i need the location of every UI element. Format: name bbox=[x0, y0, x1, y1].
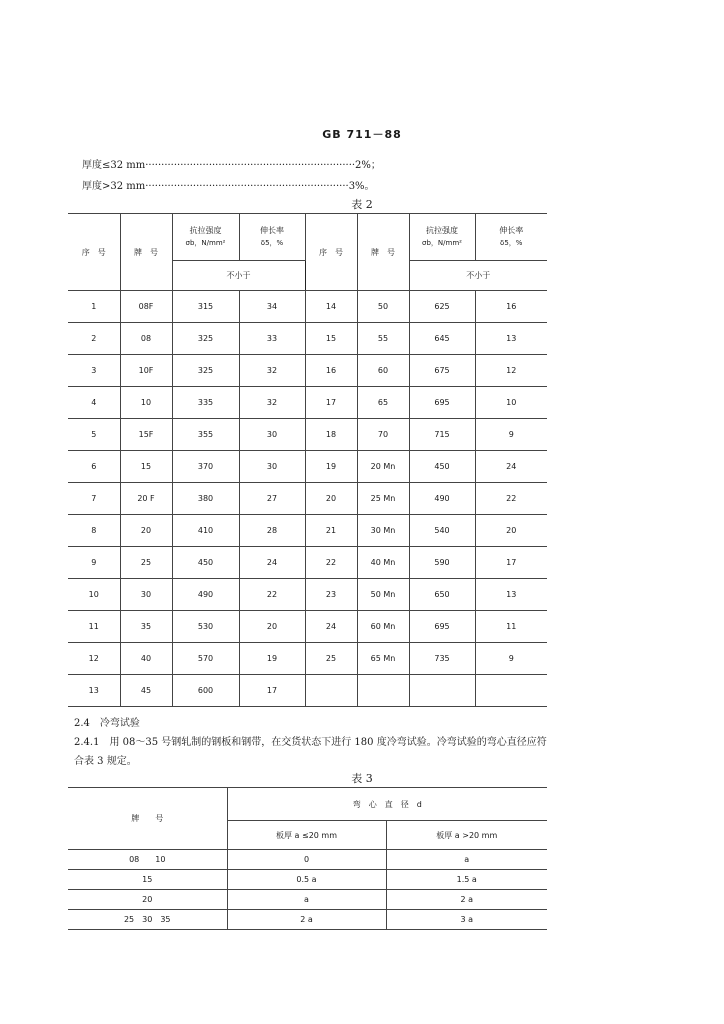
table-row bbox=[68, 355, 547, 387]
grade-cell: 45 bbox=[120, 675, 172, 707]
elongation-cell: 12 bbox=[475, 355, 547, 387]
seq-cell: 19 bbox=[305, 451, 357, 483]
seq-cell: 18 bbox=[305, 419, 357, 451]
tensile-cell: 650 bbox=[409, 579, 475, 611]
table2-caption: 表 2 bbox=[351, 198, 373, 211]
grade-cell: 25 30 35 bbox=[68, 910, 227, 930]
tensile-cell: 450 bbox=[172, 547, 239, 579]
table-3 bbox=[68, 787, 547, 930]
header-tensile bbox=[172, 214, 239, 261]
tensile-cell: 645 bbox=[409, 323, 475, 355]
grade-cell: 65 Mn bbox=[357, 643, 409, 675]
table-row bbox=[68, 323, 547, 355]
table-row bbox=[68, 515, 547, 547]
thin-cell: 0 bbox=[227, 850, 386, 870]
tensile-cell: 695 bbox=[409, 611, 475, 643]
header-min-right: 不小于 bbox=[409, 261, 547, 291]
table3-caption: 表 3 bbox=[351, 772, 373, 785]
elongation-cell: 9 bbox=[475, 419, 547, 451]
seq-cell: 17 bbox=[305, 387, 357, 419]
elongation-cell: 17 bbox=[239, 675, 305, 707]
table-row bbox=[68, 547, 547, 579]
grade-cell bbox=[357, 675, 409, 707]
elongation-cell: 9 bbox=[475, 643, 547, 675]
leader-dots: ································································ bbox=[145, 181, 349, 192]
table-row bbox=[68, 451, 547, 483]
seq-cell: 8 bbox=[68, 515, 120, 547]
elongation-cell: 33 bbox=[239, 323, 305, 355]
seq-cell: 23 bbox=[305, 579, 357, 611]
elongation-cell: 13 bbox=[475, 579, 547, 611]
header-min-left: 不小于 bbox=[172, 261, 305, 291]
tensile-cell: 410 bbox=[172, 515, 239, 547]
tensile-title: 抗拉强度 bbox=[426, 226, 458, 235]
tensile-cell: 490 bbox=[172, 579, 239, 611]
grade-cell: 08F bbox=[120, 291, 172, 323]
elongation-title: 伸长率 bbox=[499, 226, 524, 235]
seq-cell: 6 bbox=[68, 451, 120, 483]
thick-cell: 3 a bbox=[386, 910, 547, 930]
table-row bbox=[68, 419, 547, 451]
grade-cell: 08 10 bbox=[68, 850, 227, 870]
elongation-cell: 34 bbox=[239, 291, 305, 323]
header-tensile-right bbox=[409, 214, 475, 261]
table-row bbox=[68, 890, 547, 910]
tensile-cell: 715 bbox=[409, 419, 475, 451]
tensile-unit: σb，N/mm² bbox=[185, 239, 226, 247]
table2-header-row bbox=[68, 214, 547, 261]
tolerance-label-1: 厚度≤32 mm bbox=[82, 160, 146, 171]
seq-cell: 5 bbox=[68, 419, 120, 451]
table-row bbox=[68, 483, 547, 515]
seq-cell: 3 bbox=[68, 355, 120, 387]
grade-cell: 35 bbox=[120, 611, 172, 643]
seq-cell: 22 bbox=[305, 547, 357, 579]
seq-cell: 16 bbox=[305, 355, 357, 387]
elongation-cell: 22 bbox=[475, 483, 547, 515]
header-grade: 牌 号 bbox=[68, 788, 227, 850]
tensile-cell: 540 bbox=[409, 515, 475, 547]
table-row bbox=[68, 387, 547, 419]
elongation-cell: 24 bbox=[239, 547, 305, 579]
seq-cell: 11 bbox=[68, 611, 120, 643]
elongation-cell: 22 bbox=[239, 579, 305, 611]
grade-cell: 70 bbox=[357, 419, 409, 451]
elongation-cell: 24 bbox=[475, 451, 547, 483]
header-thick: 板厚 a >20 mm bbox=[386, 821, 547, 850]
seq-cell: 14 bbox=[305, 291, 357, 323]
section-paragraph: 2.4.1 用 08～35 号钢轧制的钢板和钢带，在交货状态下进行 180 度冷弯试验。冷弯试验的弯心直径应符合表 3 规定。 bbox=[74, 737, 547, 767]
header-bend-diameter: 弯 心 直 径 d bbox=[227, 788, 547, 821]
seq-cell: 13 bbox=[68, 675, 120, 707]
table-row bbox=[68, 291, 547, 323]
tensile-title: 抗拉强度 bbox=[189, 226, 222, 235]
grade-cell: 55 bbox=[357, 323, 409, 355]
header-seq-right: 序 号 bbox=[305, 214, 357, 291]
thin-cell: a bbox=[227, 890, 386, 910]
tensile-cell: 325 bbox=[172, 323, 239, 355]
tensile-cell: 450 bbox=[409, 451, 475, 483]
grade-cell: 40 bbox=[120, 643, 172, 675]
leader-dots: ·································································· bbox=[145, 160, 356, 171]
elongation-cell: 28 bbox=[239, 515, 305, 547]
grade-cell: 10F bbox=[120, 355, 172, 387]
grade-cell: 30 Mn bbox=[357, 515, 409, 547]
elongation-cell: 30 bbox=[239, 451, 305, 483]
elongation-cell: 20 bbox=[475, 515, 547, 547]
elongation-cell: 17 bbox=[475, 547, 547, 579]
elongation-unit: δ5，% bbox=[260, 239, 284, 247]
section-title: 2.4 冷弯试验 bbox=[74, 718, 140, 729]
thin-cell: 2 a bbox=[227, 910, 386, 930]
table-row bbox=[68, 611, 547, 643]
table-2 bbox=[68, 213, 547, 707]
tolerance-line-2 bbox=[82, 177, 375, 192]
elongation-cell: 11 bbox=[475, 611, 547, 643]
table-row bbox=[68, 643, 547, 675]
tensile-unit: σb，N/mm² bbox=[422, 239, 462, 247]
elongation-cell bbox=[475, 675, 547, 707]
elongation-cell: 13 bbox=[475, 323, 547, 355]
tensile-cell: 380 bbox=[172, 483, 239, 515]
grade-cell: 25 bbox=[120, 547, 172, 579]
grade-cell: 65 bbox=[357, 387, 409, 419]
grade-cell: 50 bbox=[357, 291, 409, 323]
thin-cell: 0.5 a bbox=[227, 870, 386, 890]
thick-cell: a bbox=[386, 850, 547, 870]
tensile-cell: 370 bbox=[172, 451, 239, 483]
table-row bbox=[68, 870, 547, 890]
elongation-cell: 30 bbox=[239, 419, 305, 451]
grade-cell: 20 bbox=[68, 890, 227, 910]
tensile-cell: 530 bbox=[172, 611, 239, 643]
seq-cell: 10 bbox=[68, 579, 120, 611]
tensile-cell: 335 bbox=[172, 387, 239, 419]
tolerance-label-2: 厚度>32 mm bbox=[82, 181, 146, 192]
elongation-cell: 20 bbox=[239, 611, 305, 643]
header-thin: 板厚 a ≤20 mm bbox=[227, 821, 386, 850]
seq-cell: 9 bbox=[68, 547, 120, 579]
elongation-cell: 16 bbox=[475, 291, 547, 323]
seq-cell: 15 bbox=[305, 323, 357, 355]
seq-cell: 24 bbox=[305, 611, 357, 643]
grade-cell: 10 bbox=[120, 387, 172, 419]
grade-cell: 30 bbox=[120, 579, 172, 611]
grade-cell: 25 Mn bbox=[357, 483, 409, 515]
header-elongation bbox=[239, 214, 305, 261]
grade-cell: 08 bbox=[120, 323, 172, 355]
tensile-cell: 325 bbox=[172, 355, 239, 387]
header-grade-right: 牌 号 bbox=[357, 214, 409, 291]
thick-cell: 1.5 a bbox=[386, 870, 547, 890]
seq-cell: 7 bbox=[68, 483, 120, 515]
header-grade: 牌 号 bbox=[120, 214, 172, 291]
tensile-cell: 600 bbox=[172, 675, 239, 707]
elongation-cell: 32 bbox=[239, 387, 305, 419]
elongation-cell: 32 bbox=[239, 355, 305, 387]
elongation-cell: 19 bbox=[239, 643, 305, 675]
page-header: GB 711－88 bbox=[322, 128, 402, 141]
elongation-cell: 27 bbox=[239, 483, 305, 515]
tensile-cell: 625 bbox=[409, 291, 475, 323]
grade-cell: 15F bbox=[120, 419, 172, 451]
grade-cell: 60 bbox=[357, 355, 409, 387]
table3-header-row bbox=[68, 788, 547, 821]
tolerance-line-1 bbox=[82, 156, 381, 171]
tolerance-value-1: 2%； bbox=[355, 160, 381, 171]
table-row bbox=[68, 910, 547, 930]
seq-cell: 12 bbox=[68, 643, 120, 675]
elongation-cell: 10 bbox=[475, 387, 547, 419]
seq-cell: 20 bbox=[305, 483, 357, 515]
seq-cell: 2 bbox=[68, 323, 120, 355]
seq-cell: 21 bbox=[305, 515, 357, 547]
tensile-cell: 735 bbox=[409, 643, 475, 675]
tensile-cell: 675 bbox=[409, 355, 475, 387]
tensile-cell bbox=[409, 675, 475, 707]
grade-cell: 40 Mn bbox=[357, 547, 409, 579]
tensile-cell: 490 bbox=[409, 483, 475, 515]
grade-cell: 60 Mn bbox=[357, 611, 409, 643]
thick-cell: 2 a bbox=[386, 890, 547, 910]
table-row bbox=[68, 850, 547, 870]
table-row bbox=[68, 675, 547, 707]
tensile-cell: 695 bbox=[409, 387, 475, 419]
header-elongation-right bbox=[475, 214, 547, 261]
grade-cell: 20 F bbox=[120, 483, 172, 515]
elongation-title: 伸长率 bbox=[260, 226, 284, 235]
seq-cell: 1 bbox=[68, 291, 120, 323]
seq-cell: 4 bbox=[68, 387, 120, 419]
tensile-cell: 570 bbox=[172, 643, 239, 675]
elongation-unit: δ5，% bbox=[500, 239, 523, 247]
grade-cell: 20 bbox=[120, 515, 172, 547]
seq-cell: 25 bbox=[305, 643, 357, 675]
grade-cell: 15 bbox=[120, 451, 172, 483]
header-seq: 序 号 bbox=[68, 214, 120, 291]
table-row bbox=[68, 579, 547, 611]
tensile-cell: 590 bbox=[409, 547, 475, 579]
tensile-cell: 315 bbox=[172, 291, 239, 323]
grade-cell: 50 Mn bbox=[357, 579, 409, 611]
tolerance-value-2: 3%。 bbox=[348, 181, 375, 192]
seq-cell bbox=[305, 675, 357, 707]
tensile-cell: 355 bbox=[172, 419, 239, 451]
grade-cell: 15 bbox=[68, 870, 227, 890]
grade-cell: 20 Mn bbox=[357, 451, 409, 483]
